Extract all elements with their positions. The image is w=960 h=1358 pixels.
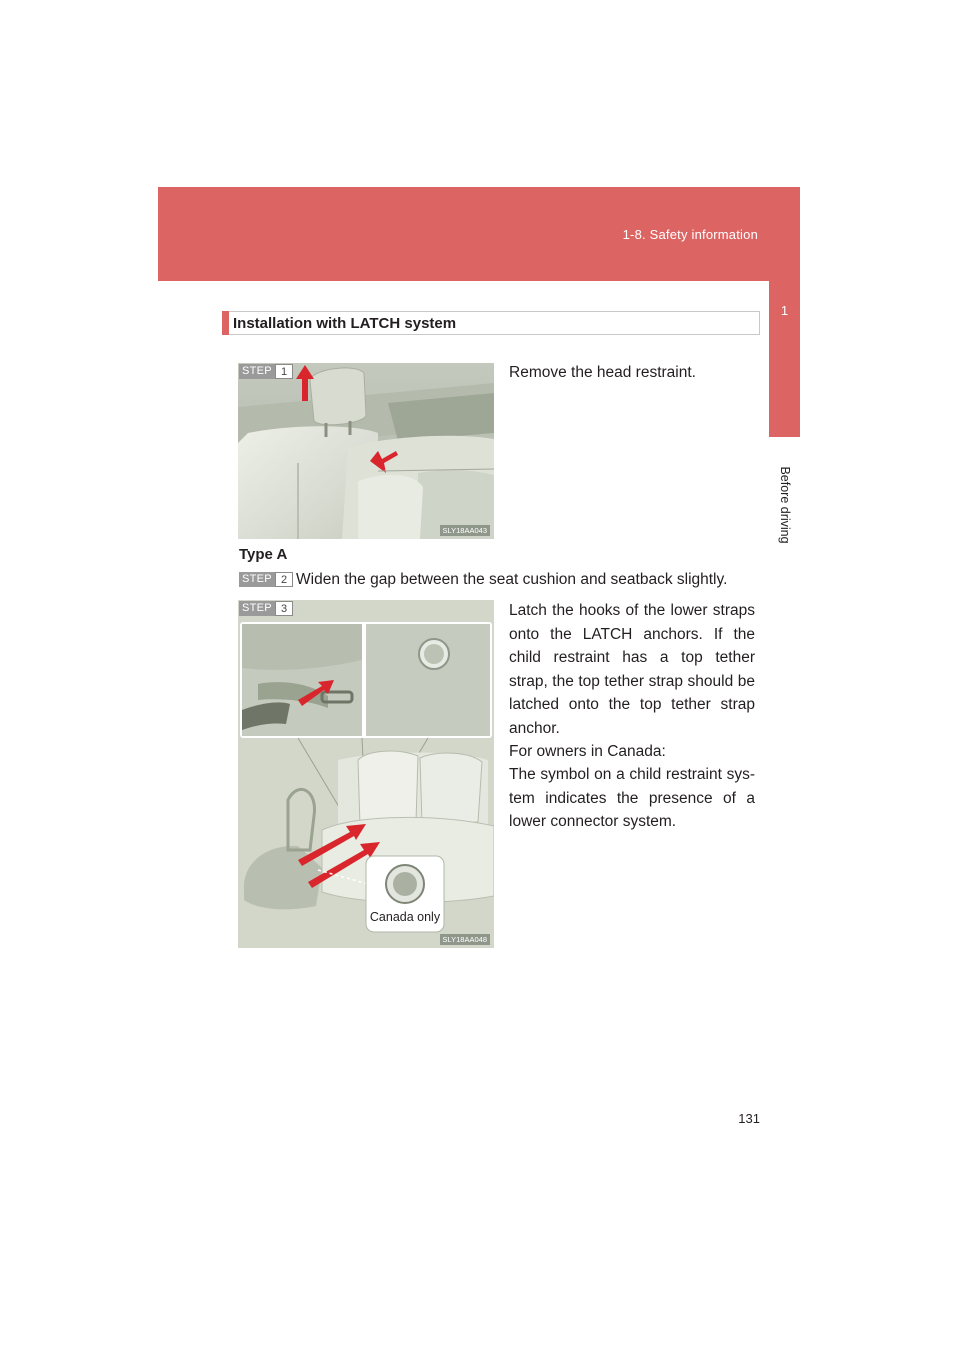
- step-1-text: Remove the head restraint.: [509, 364, 696, 381]
- section-heading-marker: [222, 311, 229, 335]
- step-2-text: Widen the gap between the seat cushion and seatback slightly.: [296, 571, 728, 588]
- page-number: 131: [738, 1111, 760, 1126]
- figure-code: SLY18AA043: [440, 525, 490, 536]
- chapter-label-text: Before driving: [778, 466, 792, 544]
- header-band: [158, 187, 800, 281]
- chapter-number: 1: [780, 303, 789, 318]
- section-heading-box: [222, 311, 760, 335]
- step-2-badge: STEP 2: [239, 572, 293, 587]
- figure-code: SLY18AA048: [440, 934, 490, 945]
- figure-latch-anchors: [238, 600, 494, 948]
- section-title: 1-8. Safety information: [622, 227, 758, 242]
- section-heading: Installation with LATCH system: [233, 315, 457, 332]
- figure-remove-head-restraint: [238, 363, 494, 539]
- step-3-badge: STEP 3: [239, 601, 293, 616]
- type-heading: Type A: [239, 546, 288, 563]
- canada-note-text: The symbol on a child restraint sys-tem indicates the presence of a lower connector system.: [509, 766, 755, 830]
- step-1-badge: STEP 1: [239, 364, 293, 379]
- chapter-label: [762, 450, 808, 560]
- canada-only-label: Canada only: [369, 910, 441, 924]
- chapter-tab: [769, 281, 800, 437]
- step-3-text: Latch the hooks of the lower straps onto the LATCH anchors. If the child restraint has a top tether strap, the top tether strap should be latched onto the top tether strap anchor.: [509, 602, 755, 737]
- latch-anchor-illustration: [238, 600, 494, 948]
- canada-note-title: For owners in Canada:: [509, 743, 666, 760]
- head-restraint-illustration: [238, 363, 494, 539]
